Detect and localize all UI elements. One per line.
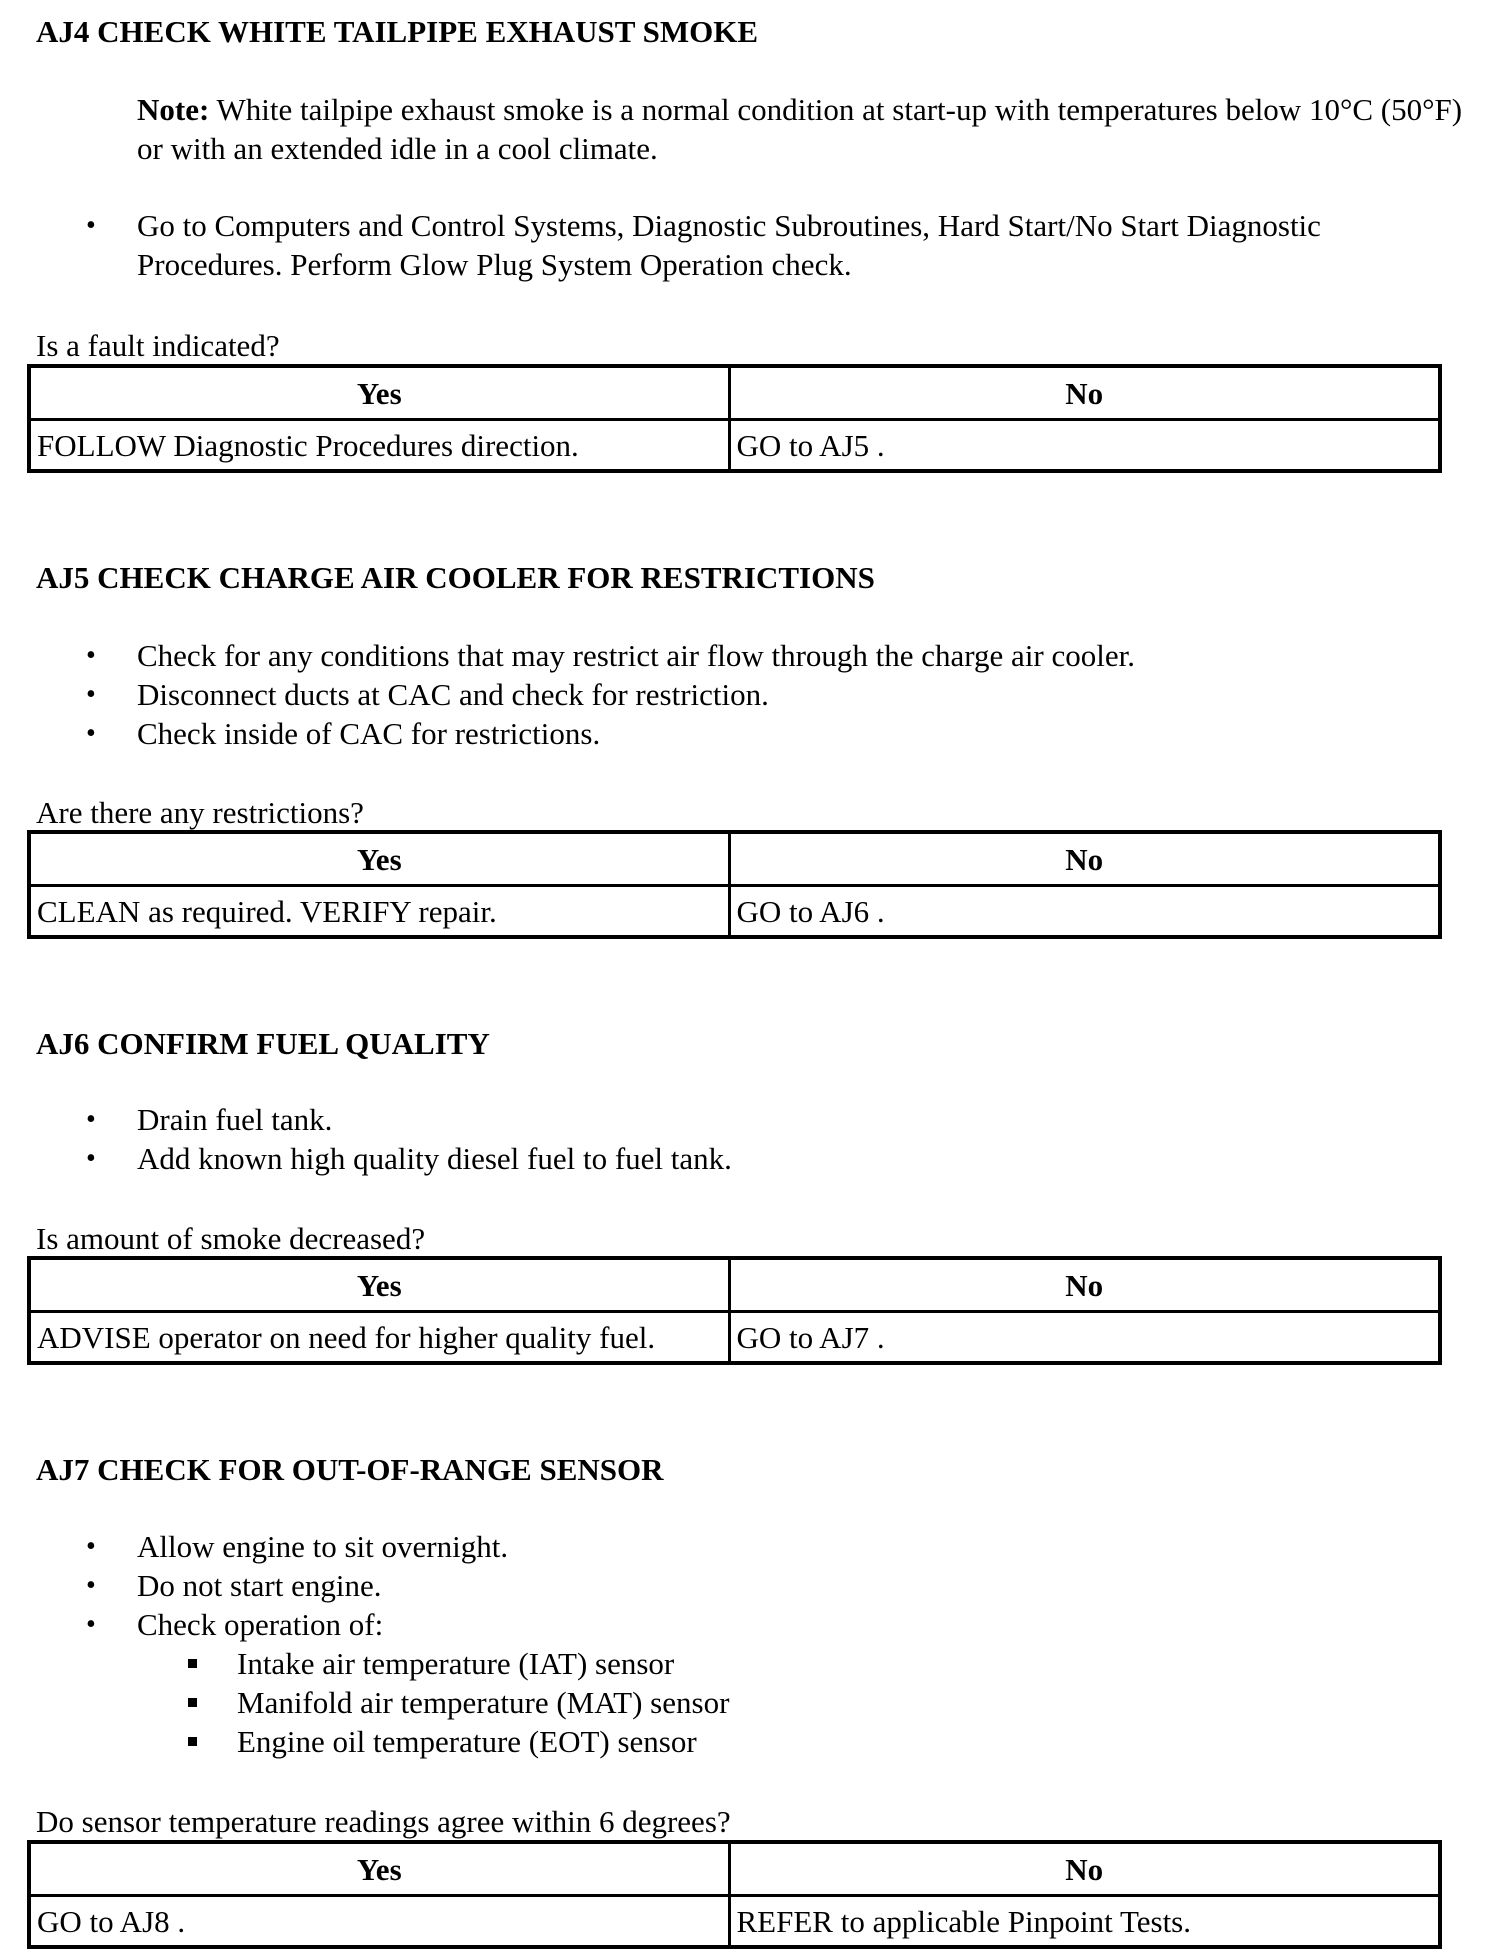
bullet-dot-icon: • [86,679,96,710]
bullet-text: Do not start engine. [137,1568,382,1603]
no-action: GO to AJ5 . [729,420,1440,472]
bullet-item [36,1139,1436,1178]
bullet-item [36,1566,1436,1605]
bullet-dot-icon: • [86,1104,96,1135]
sub-bullet-text: Manifold air temperature (MAT) sensor [237,1685,730,1720]
section-heading-aj6: AJ6 CONFIRM FUEL QUALITY [36,1026,490,1061]
question-aj7: Do sensor temperature readings agree within 6 degrees? [36,1804,731,1839]
bullet-item [36,636,1436,675]
section-heading-aj4: AJ4 CHECK WHITE TAILPIPE EXHAUST SMOKE [36,14,759,49]
bullet-list-aj5 [36,636,1436,753]
table-row [29,420,1440,472]
no-action: GO to AJ7 . [729,1312,1440,1364]
square-bullet-icon [188,1698,197,1707]
bullet-dot-icon: • [86,1609,96,1640]
square-bullet-icon [188,1737,197,1746]
yes-header: Yes [29,366,729,420]
no-header: No [729,1842,1440,1896]
bullet-dot-icon: • [86,1531,96,1562]
bullet-dot-icon: • [86,210,96,241]
decision-table-aj4 [27,364,1442,473]
bullet-text: Allow engine to sit overnight. [137,1529,509,1564]
yes-action: FOLLOW Diagnostic Procedures direction. [29,420,729,472]
bullet-list-aj4 [36,206,1436,284]
decision-table-aj5 [27,830,1442,939]
yes-header: Yes [29,1842,729,1896]
table-row [29,1896,1440,1948]
table-header-row [29,832,1440,886]
bullet-item [36,206,1436,284]
table-header-row [29,366,1440,420]
bullet-item [36,1605,1436,1644]
square-bullet-icon [188,1659,197,1668]
table-header-row [29,1842,1440,1896]
note-aj4 [137,90,1477,168]
table-row [29,886,1440,938]
bullet-text: Check inside of CAC for restrictions. [137,716,601,751]
bullet-text: Add known high quality diesel fuel to fuel tank. [137,1141,732,1176]
yes-header: Yes [29,1258,729,1312]
note-label: Note: [137,92,210,127]
section-heading-aj5: AJ5 CHECK CHARGE AIR COOLER FOR RESTRICTIONS [36,560,875,595]
sub-bullet-list-aj7 [36,1644,1436,1761]
sub-bullet-item [36,1683,1436,1722]
bullet-dot-icon: • [86,1570,96,1601]
note-text: White tailpipe exhaust smoke is a normal condition at start-up with temperatures below 10°C (50°F) or with an extended idle in a cool climate. [137,92,1463,166]
bullet-dot-icon: • [86,718,96,749]
no-action: REFER to applicable Pinpoint Tests. [729,1896,1440,1948]
table-header-row [29,1258,1440,1312]
yes-header: Yes [29,832,729,886]
bullet-item [36,1100,1436,1139]
sub-bullet-item [36,1722,1436,1761]
sub-bullet-text: Engine oil temperature (EOT) sensor [237,1724,697,1759]
question-aj5: Are there any restrictions? [36,795,364,830]
no-action: GO to AJ6 . [729,886,1440,938]
bullet-text: Go to Computers and Control Systems, Diagnostic Subroutines, Hard Start/No Start Diagnostic Procedures. Perform Glow Plug System Operation check. [137,208,1321,282]
no-header: No [729,1258,1440,1312]
bullet-list-aj6 [36,1100,1436,1178]
bullet-dot-icon: • [86,640,96,671]
sub-bullet-text: Intake air temperature (IAT) sensor [237,1646,675,1681]
question-aj4: Is a fault indicated? [36,328,280,363]
yes-action: CLEAN as required. VERIFY repair. [29,886,729,938]
bullet-dot-icon: • [86,1143,96,1174]
sub-bullet-item [36,1644,1436,1683]
bullet-list-aj7 [36,1527,1436,1644]
bullet-item [36,714,1436,753]
no-header: No [729,366,1440,420]
question-aj6: Is amount of smoke decreased? [36,1221,426,1256]
table-row [29,1312,1440,1364]
bullet-item [36,1527,1436,1566]
yes-action: GO to AJ8 . [29,1896,729,1948]
bullet-text: Check for any conditions that may restrict air flow through the charge air cooler. [137,638,1135,673]
bullet-text: Disconnect ducts at CAC and check for restriction. [137,677,769,712]
bullet-item [36,675,1436,714]
section-heading-aj7: AJ7 CHECK FOR OUT-OF-RANGE SENSOR [36,1452,664,1487]
bullet-text: Check operation of: [137,1607,384,1642]
decision-table-aj6 [27,1256,1442,1365]
bullet-text: Drain fuel tank. [137,1102,333,1137]
decision-table-aj7 [27,1840,1442,1949]
no-header: No [729,832,1440,886]
yes-action: ADVISE operator on need for higher quality fuel. [29,1312,729,1364]
